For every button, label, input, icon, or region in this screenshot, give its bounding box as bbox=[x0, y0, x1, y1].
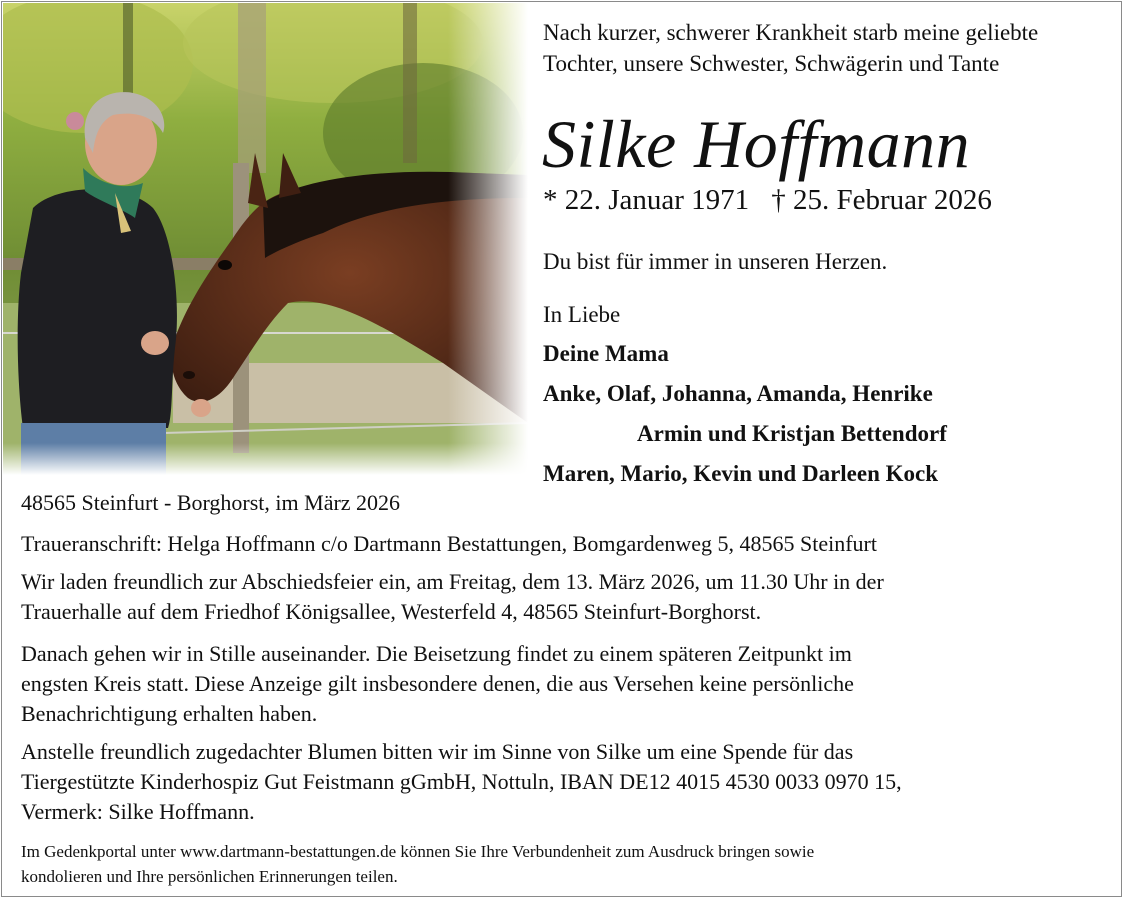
intro-text bbox=[543, 17, 1113, 79]
place-date: 48565 Steinfurt - Borghorst, im März 2026 bbox=[21, 490, 401, 515]
deceased-name: Silke Hoffmann bbox=[542, 106, 971, 182]
death-date: † 25. Februar 2026 bbox=[771, 184, 992, 216]
ceremony-line: Trauerhalle auf dem Friedhof Königsallee, Westerfeld 4, 48565 Steinfurt-Borghorst. bbox=[21, 599, 762, 624]
portal-line: Im Gedenkportal unter www.dartmann-bestattungen.de können Sie Ihre Verbundenheit zum Ausdruck bringen sowie bbox=[21, 842, 815, 861]
burial-line: Danach gehen wir in Stille auseinander. Die Beisetzung findet zu einem späteren Zeitpunkt im bbox=[21, 641, 852, 666]
portal-line: kondolieren und Ihre persönlichen Erinnerungen teilen. bbox=[21, 867, 398, 886]
donation-line: Tiergestützte Kinderhospiz Gut Feistmann gGmbH, Nottuln, IBAN DE12 4015 4530 0033 0970 15, bbox=[21, 769, 902, 794]
family-line: Armin und Kristjan Bettendorf bbox=[637, 421, 947, 446]
family-line: Anke, Olaf, Johanna, Amanda, Henrike bbox=[543, 381, 933, 406]
memorial-photo bbox=[3, 3, 528, 475]
portal-note bbox=[21, 839, 1111, 889]
intro-line: Tochter, unsere Schwester, Schwägerin und Tante bbox=[543, 51, 1000, 76]
life-dates bbox=[543, 182, 992, 218]
burial-line: engsten Kreis statt. Diese Anzeige gilt insbesondere denen, die aus Versehen keine persönliche bbox=[21, 671, 854, 696]
family-line: Deine Mama bbox=[543, 341, 669, 366]
mourning-address: Traueranschrift: Helga Hoffmann c/o Dartmann Bestattungen, Bomgardenweg 5, 48565 Steinfurt bbox=[21, 531, 877, 556]
birth-date: * 22. Januar 1971 bbox=[543, 184, 750, 216]
burial-line: Benachrichtigung erhalten haben. bbox=[21, 701, 318, 726]
burial-paragraph bbox=[21, 639, 1111, 729]
intro-line: Nach kurzer, schwerer Krankheit starb meine geliebte bbox=[543, 20, 1039, 45]
family-line: Maren, Mario, Kevin und Darleen Kock bbox=[543, 461, 939, 486]
motto: Du bist für immer in unseren Herzen. bbox=[543, 249, 888, 274]
donation-paragraph bbox=[21, 737, 1111, 827]
ceremony-line: Wir laden freundlich zur Abschiedsfeier ein, am Freitag, dem 13. März 2026, um 11.30 Uhr in der bbox=[21, 569, 884, 594]
ceremony-paragraph bbox=[21, 567, 1111, 627]
donation-line: Vermerk: Silke Hoffmann. bbox=[21, 799, 255, 824]
donation-line: Anstelle freundlich zugedachter Blumen bitten wir im Sinne von Silke um eine Spende für das bbox=[21, 739, 854, 764]
in-love-label: In Liebe bbox=[543, 302, 621, 327]
